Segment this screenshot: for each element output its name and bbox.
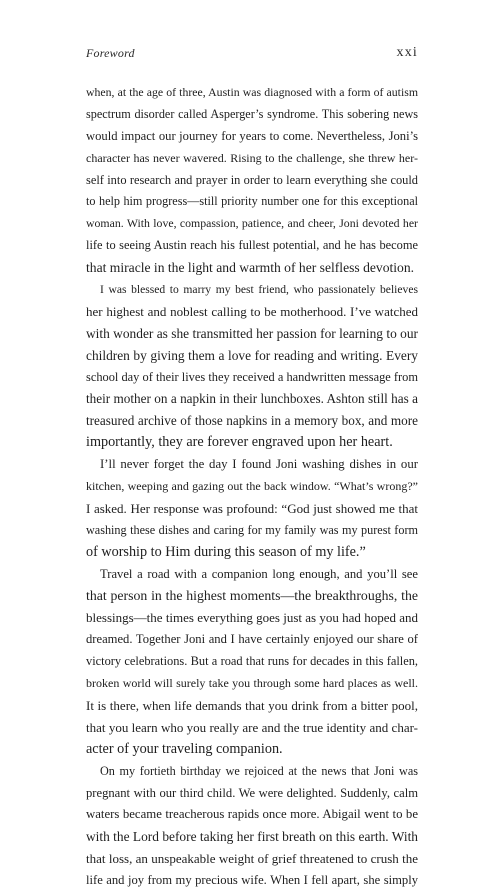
text-line: her highest and noblest calling to be motherhood. I’ve watched bbox=[86, 303, 418, 319]
running-head bbox=[86, 46, 418, 64]
text-line: of worship to Him during this season of my life.” bbox=[86, 543, 366, 560]
text-line: I asked. Her response was profound: “God just showed me that bbox=[86, 500, 418, 516]
paragraph bbox=[86, 564, 418, 761]
paragraph bbox=[86, 82, 418, 279]
text-line: self into research and prayer in order to learn everything she could bbox=[86, 172, 418, 187]
text-line: that miracle in the light and warmth of her selfless devotion. bbox=[86, 260, 415, 276]
text-line: school day of their lives they received a handwritten message from bbox=[86, 369, 418, 384]
text-line: victory celebrations. But a road that runs for decades in this fallen, bbox=[86, 654, 418, 669]
text-line: importantly, they are forever engraved upon her heart. bbox=[86, 434, 393, 451]
text-line: broken world will surely take you through some hard places as well. bbox=[86, 676, 418, 691]
text-line: kitchen, weeping and gazing out the back window. “What’s wrong?” bbox=[86, 479, 418, 494]
text-line: character has never wavered. Rising to the challenge, she threw her- bbox=[86, 150, 418, 165]
paragraph bbox=[86, 454, 418, 563]
page-number: xxi bbox=[396, 45, 418, 60]
text-line: that loss, an unspeakable weight of grief threatened to crush the bbox=[86, 851, 418, 867]
text-line: when, at the age of three, Austin was diagnosed with a form of autism bbox=[86, 85, 418, 99]
text-line: life to seeing Austin reach his fullest potential, and he has become bbox=[86, 238, 418, 253]
text-line: acter of your traveling companion. bbox=[86, 740, 283, 757]
text-line: that you learn who you really are and the true identity and char- bbox=[86, 719, 418, 735]
text-line: with the Lord before taking her first breath on this earth. With bbox=[86, 829, 418, 845]
body-text bbox=[86, 82, 418, 892]
paragraph bbox=[86, 279, 418, 454]
paragraph bbox=[86, 761, 418, 892]
text-line: Travel a road with a companion long enough, and you’ll see bbox=[100, 566, 418, 581]
text-line: waters became treacherous rapids once more. Abigail went to be bbox=[86, 807, 418, 822]
text-line: washing these dishes and caring for my family was my purest form bbox=[86, 522, 418, 537]
text-line: spectrum disorder called Asperger’s syndrome. This sobering news bbox=[86, 106, 418, 121]
text-line: I’ll never forget the day I found Joni washing dishes in our bbox=[100, 457, 418, 472]
text-line: On my fortieth birthday we rejoiced at the news that Joni was bbox=[100, 763, 418, 778]
text-line: dreamed. Together Joni and I have certainly enjoyed our share of bbox=[86, 632, 418, 647]
text-line: that person in the highest moments—the breakthroughs, the bbox=[86, 588, 418, 604]
text-line: treasured archive of those napkins in a memory box, and more bbox=[86, 413, 418, 429]
text-line: children by giving them a love for reading and writing. Every bbox=[86, 347, 418, 363]
text-line: to help him progress—still priority number one for this exceptional bbox=[86, 194, 418, 209]
text-line: woman. With love, compassion, patience, and cheer, Joni devoted her bbox=[86, 216, 418, 231]
text-line: blessings—the times everything goes just as you had hoped and bbox=[86, 610, 418, 626]
text-line: It is there, when life demands that you drink from a bitter pool, bbox=[86, 697, 418, 713]
text-line: life and joy from my precious wife. When I fell apart, she simply bbox=[86, 873, 418, 888]
text-line: would impact our journey for years to come. Nevertheless, Joni’s bbox=[86, 128, 418, 143]
text-line: their mother on a napkin in their lunchboxes. Ashton still has a bbox=[86, 391, 418, 407]
running-head-section-title: Foreword bbox=[86, 46, 135, 60]
text-line: pregnant with our third child. We were delighted. Suddenly, calm bbox=[86, 785, 418, 800]
book-page bbox=[86, 0, 418, 888]
text-line: I was blessed to marry my best friend, who passionately believes bbox=[100, 283, 418, 297]
text-line: with wonder as she transmitted her passion for learning to our bbox=[86, 325, 418, 341]
